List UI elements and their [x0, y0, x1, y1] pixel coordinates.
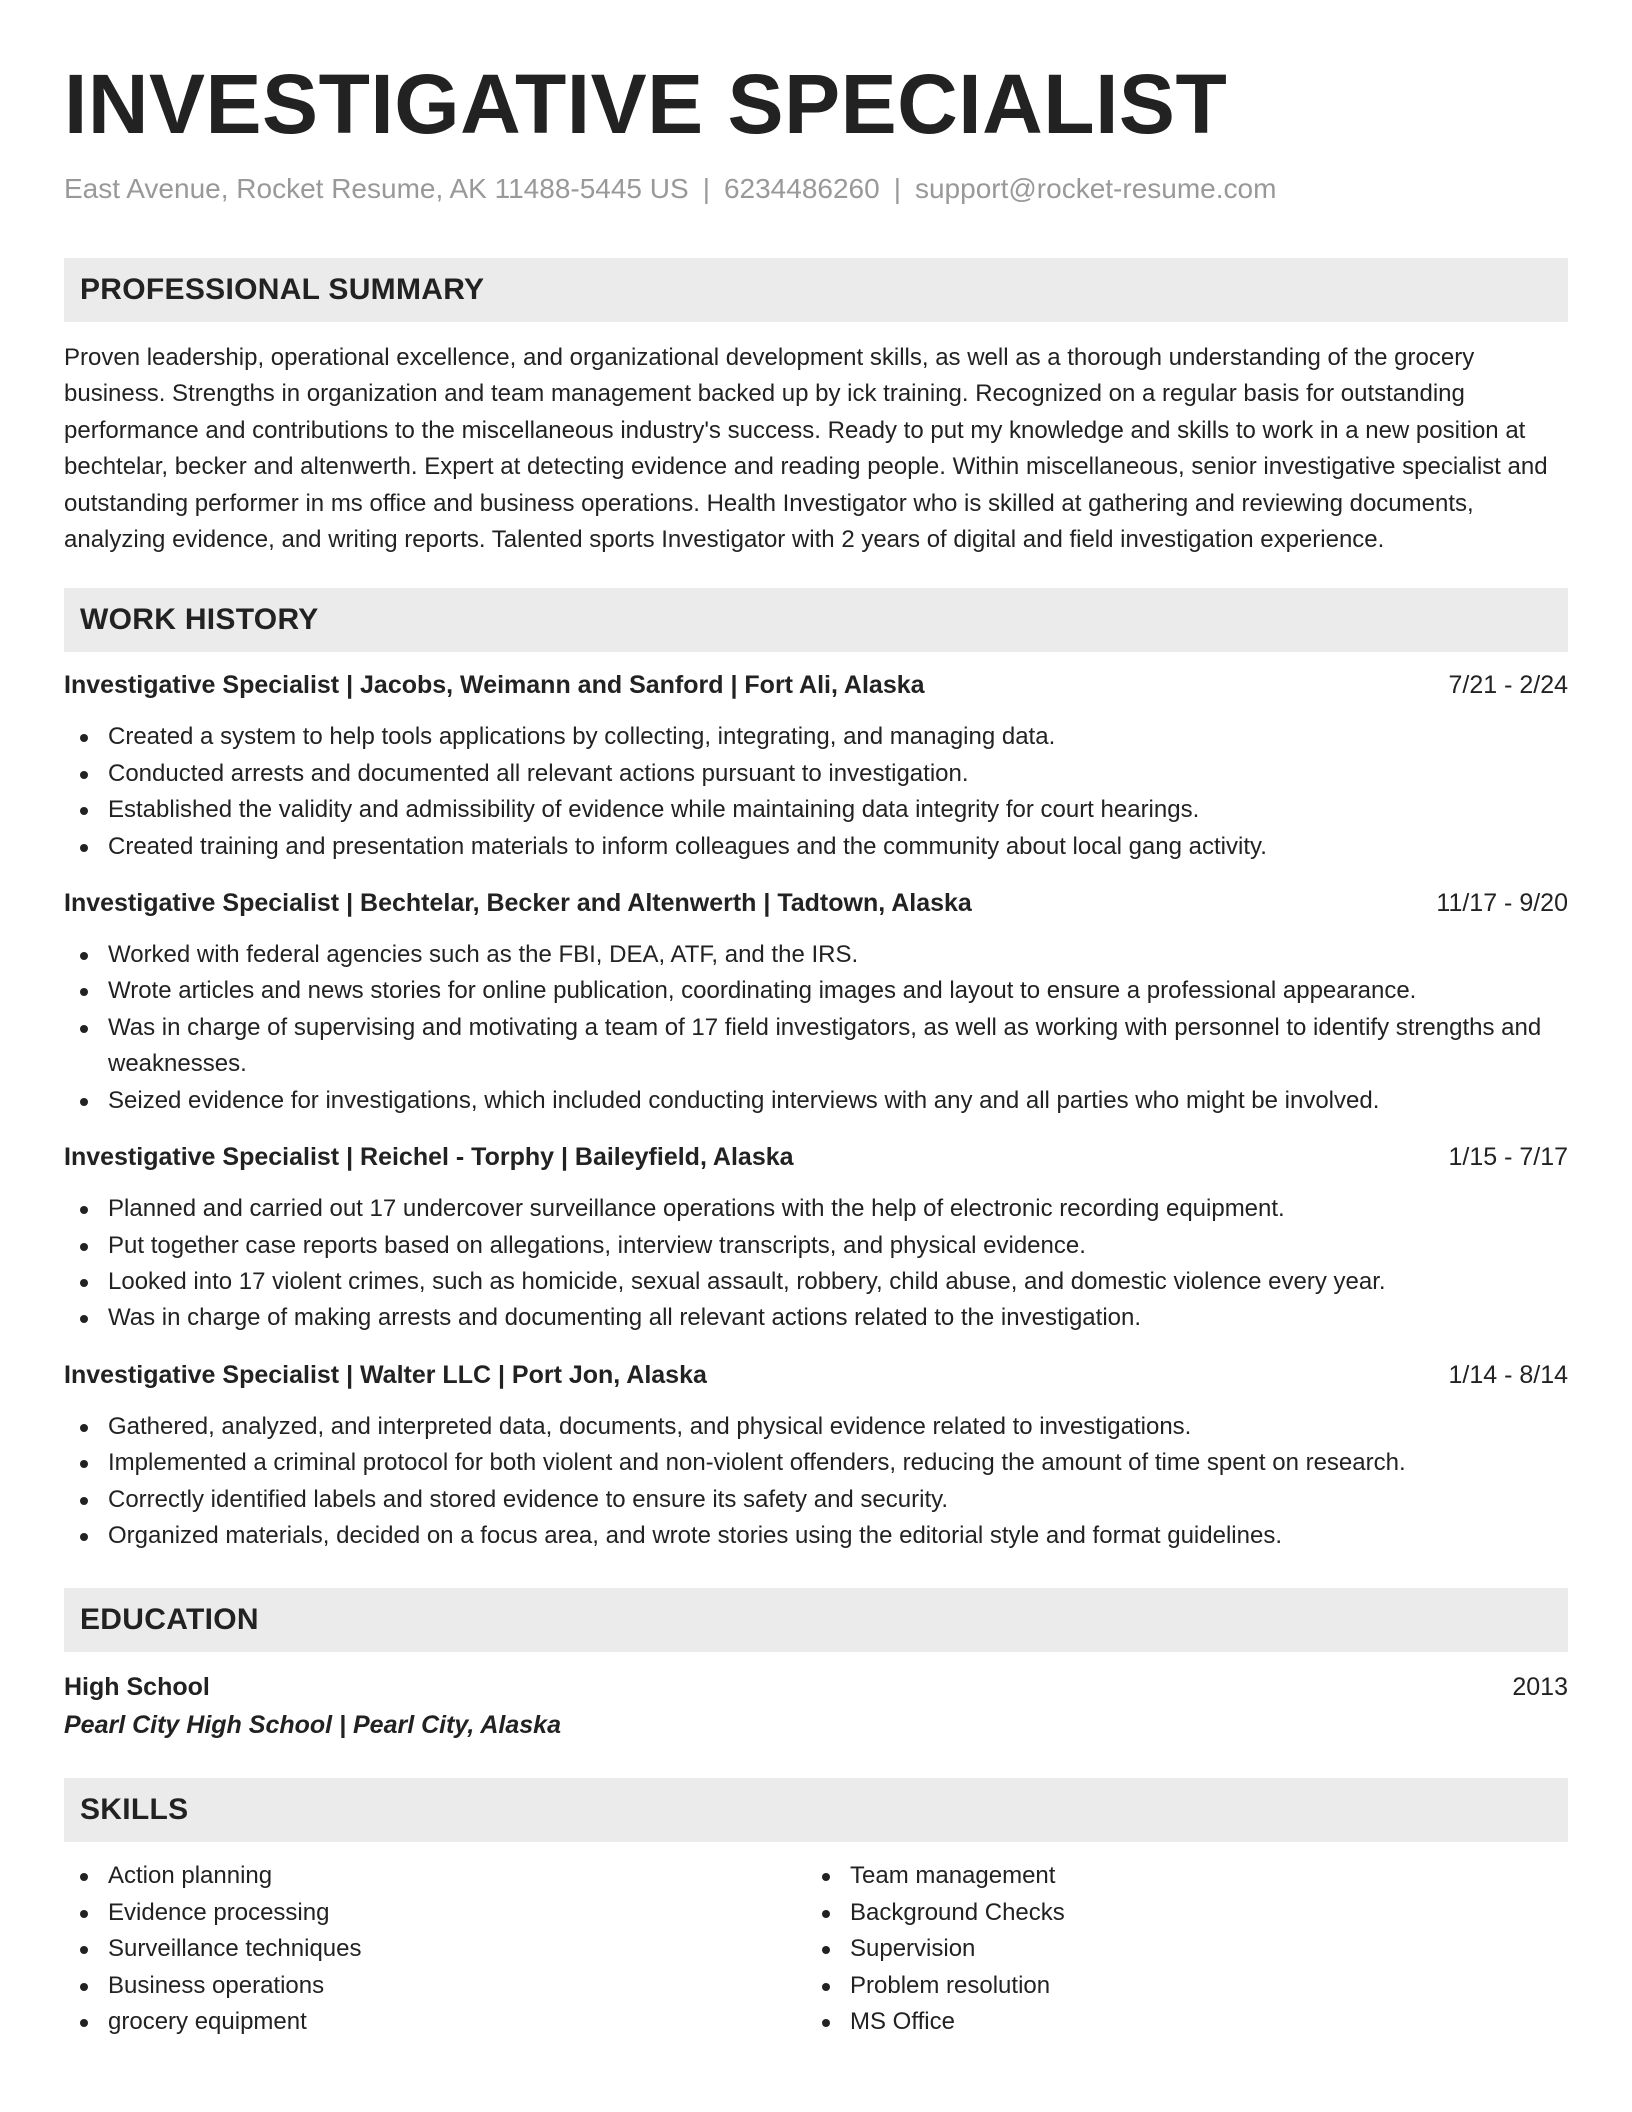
skill-item: Surveillance techniques — [64, 1931, 806, 1967]
job-dates: 11/17 - 9/20 — [1436, 889, 1568, 918]
job-bullet: Gathered, analyzed, and interpreted data, documents, and physical evidence related to investigations. — [64, 1409, 1568, 1445]
contact-address: East Avenue, Rocket Resume, AK 11488-5445 US — [64, 173, 689, 204]
skills-list — [64, 1858, 806, 2040]
skills-column-left — [64, 1858, 806, 2040]
skill-item: Team management — [806, 1858, 1548, 1894]
skills-grid — [64, 1858, 1568, 2040]
job-bullet: Planned and carried out 17 undercover surveillance operations with the help of electronic recording equipment. — [64, 1191, 1568, 1227]
contact-separator: | — [702, 173, 710, 204]
skills-list — [806, 1858, 1548, 2040]
job-dates: 1/15 - 7/17 — [1448, 1143, 1568, 1172]
skill-item: Action planning — [64, 1858, 806, 1894]
job-title: Investigative Specialist | Jacobs, Weimann and Sanford | Fort Ali, Alaska — [64, 671, 925, 700]
skill-item: MS Office — [806, 2004, 1548, 2040]
skill-item: Evidence processing — [64, 1895, 806, 1931]
candidate-name: INVESTIGATIVE SPECIALIST — [64, 57, 1228, 151]
job-bullet: Was in charge of supervising and motivating a team of 17 field investigators, as well as working with personnel to identify strengths and weaknesses. — [64, 1010, 1568, 1083]
job-dates: 7/21 - 2/24 — [1448, 671, 1568, 700]
contact-line — [64, 172, 1568, 206]
job-bullet: Correctly identified labels and stored evidence to ensure its safety and security. — [64, 1482, 1568, 1518]
contact-separator: | — [893, 173, 901, 204]
job-bullets — [64, 1409, 1568, 1555]
job-bullet: Created training and presentation materials to inform colleagues and the community about local gang activity. — [64, 829, 1568, 865]
job-entry — [64, 886, 1568, 1119]
job-bullets — [64, 1191, 1568, 1337]
education-degree: High School — [64, 1673, 210, 1702]
job-bullet: Established the validity and admissibility of evidence while maintaining data integrity for court hearings. — [64, 792, 1568, 828]
job-bullet: Seized evidence for investigations, which included conducting interviews with any and all parties who might be involved. — [64, 1083, 1568, 1119]
job-title: Investigative Specialist | Reichel - Torphy | Baileyfield, Alaska — [64, 1143, 794, 1172]
skill-item: Problem resolution — [806, 1968, 1548, 2004]
job-bullet: Organized materials, decided on a focus area, and wrote stories using the editorial style and format guidelines. — [64, 1518, 1568, 1554]
job-entry — [64, 1358, 1568, 1555]
job-entry — [64, 1140, 1568, 1337]
skill-item: Supervision — [806, 1931, 1548, 1967]
job-title: Investigative Specialist | Bechtelar, Becker and Altenwerth | Tadtown, Alaska — [64, 889, 972, 918]
skills-column-right — [806, 1858, 1548, 2040]
skill-item: Background Checks — [806, 1895, 1548, 1931]
job-header — [64, 886, 1568, 920]
job-bullet: Created a system to help tools applications by collecting, integrating, and managing data. — [64, 719, 1568, 755]
education-year: 2013 — [1512, 1673, 1568, 1702]
section-header-work-history: WORK HISTORY — [64, 588, 1568, 652]
job-header — [64, 1140, 1568, 1174]
job-bullet: Implemented a criminal protocol for both violent and non-violent offenders, reducing the amount of time spent on research. — [64, 1445, 1568, 1481]
resume-page — [64, 0, 1568, 2040]
job-bullet: Looked into 17 violent crimes, such as homicide, sexual assault, robbery, child abuse, and domestic violence every year. — [64, 1264, 1568, 1300]
job-header — [64, 668, 1568, 702]
section-header-summary: PROFESSIONAL SUMMARY — [64, 258, 1568, 322]
job-bullet: Conducted arrests and documented all relevant actions pursuant to investigation. — [64, 756, 1568, 792]
job-title: Investigative Specialist | Walter LLC | Port Jon, Alaska — [64, 1360, 707, 1389]
job-dates: 1/14 - 8/14 — [1448, 1360, 1568, 1389]
skill-item: Business operations — [64, 1968, 806, 2004]
job-header — [64, 1358, 1568, 1392]
section-header-education: EDUCATION — [64, 1588, 1568, 1652]
job-bullet: Put together case reports based on allegations, interview transcripts, and physical evidence. — [64, 1228, 1568, 1264]
education-row — [64, 1670, 1568, 1704]
job-bullet: Was in charge of making arrests and documenting all relevant actions related to the investigation. — [64, 1300, 1568, 1336]
job-bullet: Wrote articles and news stories for online publication, coordinating images and layout to ensure a professional appearance. — [64, 973, 1568, 1009]
contact-phone: 6234486260 — [723, 173, 880, 204]
job-bullets — [64, 719, 1568, 865]
section-header-skills: SKILLS — [64, 1778, 1568, 1842]
job-bullets — [64, 937, 1568, 1119]
education-school: Pearl City High School | Pearl City, Alaska — [64, 1711, 561, 1740]
contact-email: support@rocket-resume.com — [914, 173, 1277, 204]
job-bullet: Worked with federal agencies such as the FBI, DEA, ATF, and the IRS. — [64, 937, 1568, 973]
skill-item: grocery equipment — [64, 2004, 806, 2040]
job-entry — [64, 668, 1568, 865]
summary-text: Proven leadership, operational excellence, and organizational development skills, as well as a thorough understanding of the grocery business. Strengths in organization and team management backed up by ick training. Recognized on a regular basis for outstanding performance and contributions to the miscellaneous industry's success. Ready to put my knowledge and skills to work in a new position at bechtelar, becker and altenwerth. Expert at detecting evidence and reading people. Within miscellaneous, senior investigative specialist and outstanding performer in ms office and business operations. Health Investigator who is skilled at gathering and reviewing documents, analyzing evidence, and writing reports. Talented sports Investigator with 2 years of digital and field investigation experience. — [64, 344, 1548, 554]
